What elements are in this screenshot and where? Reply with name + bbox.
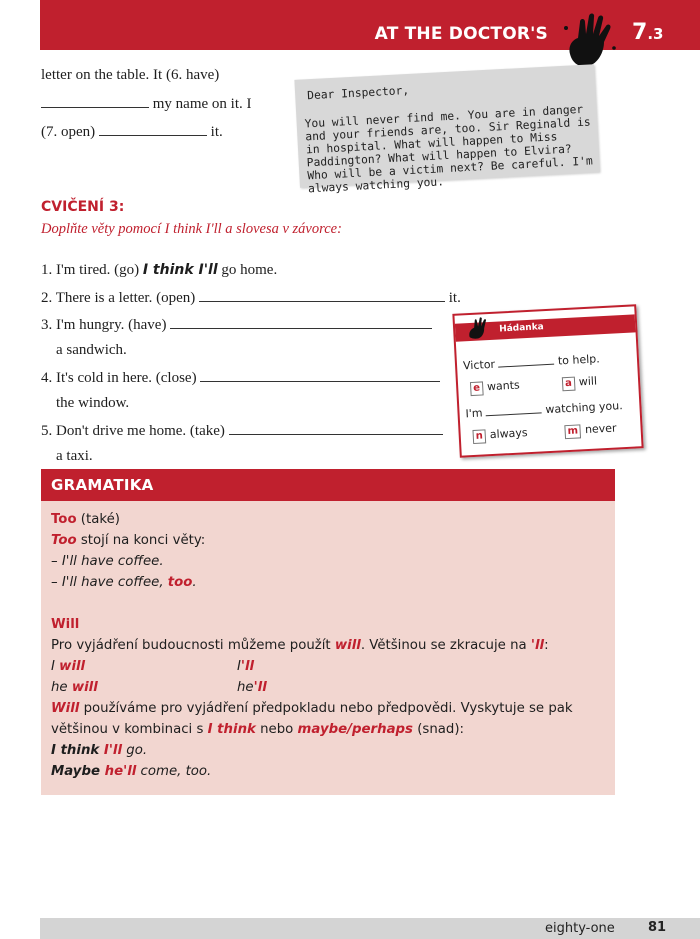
grammar-will-rule: Pro vyjádření budoucnosti můžeme použít will. Většinou se zkracuje na 'll: (51, 638, 549, 653)
prev-exercise-line-2: my name on it. I (41, 95, 251, 113)
grammar-conj-i-ll: I'll (237, 659, 255, 674)
handprint-icon (560, 8, 624, 72)
grammar-will-usage: Will používáme pro vyjádření předpokladu nebo předpovědi. Vyskytuje se pak (51, 701, 573, 716)
grammar-too-example-1: – I'll have coffee. (51, 554, 164, 569)
grammar-too-heading: Too (také) (51, 512, 120, 527)
riddle-option-a[interactable]: a will (562, 374, 598, 391)
riddle-blank-1[interactable] (498, 355, 554, 368)
unit-number: 7.3 (632, 20, 664, 45)
exercise-instruction: Doplňte věty pomocí I think I'll a slovesa v závorce: (41, 221, 342, 237)
answer-blank-6[interactable] (41, 95, 149, 108)
page-number-words: eighty-one (545, 921, 615, 936)
answer-blank-7[interactable] (99, 123, 207, 136)
chapter-title: AT THE DOCTOR'S (374, 24, 548, 44)
exercise-item-5: 5. Don't drive me home. (take) (41, 422, 443, 440)
prev-exercise-line-1: letter on the table. It (6. have) (41, 67, 220, 83)
example-answer: I think I'll (142, 262, 218, 278)
riddle-line-2: I'm watching you. (465, 399, 624, 421)
riddle-option-e[interactable]: e wants (470, 378, 520, 396)
exercise-item-1: 1. I'm tired. (go) I think I'll go home. (41, 262, 278, 278)
exercise-item-3: 3. I'm hungry. (have) (41, 316, 432, 334)
riddle-option-n[interactable]: n always (472, 426, 528, 444)
grammar-conj-he-ll: he'll (237, 680, 267, 695)
letter-greeting: Dear Inspector, (306, 83, 410, 103)
grammar-title: GRAMATIKA (51, 476, 154, 494)
letter-body: You will never find me. You are in danger and your friends are, too. Sir Reginald is in hospital. What will happen to Miss Paddington? What will happen to Elvira? Who will be a victim next? Be careful. I'm always watching you. (304, 102, 594, 196)
riddle-blank-2[interactable] (486, 403, 542, 416)
grammar-example-sentence-1: I think I'll go. (51, 743, 148, 758)
exercise-item-3-cont: a sandwich. (56, 342, 127, 358)
grammar-will-usage-2: většinou v kombinaci s I think nebo maybe/perhaps (snad): (51, 722, 465, 737)
exercise-title: CVIČENÍ 3: (41, 199, 125, 215)
grammar-too-example-2: – I'll have coffee, too. (51, 575, 197, 590)
prev-exercise-line-3: (7. open) it. (41, 124, 223, 140)
grammar-conj-i-will: I will (51, 659, 86, 674)
grammar-example-sentence-2: Maybe he'll come, too. (51, 764, 212, 779)
answer-blank-5[interactable] (229, 422, 443, 435)
answer-blank-4[interactable] (200, 369, 440, 382)
grammar-too-rule: Too stojí na konci věty: (51, 533, 206, 548)
exercise-item-4: 4. It's cold in here. (close) (41, 369, 440, 387)
riddle-title: Hádanka (498, 322, 545, 335)
small-handprint-icon (465, 316, 492, 341)
grammar-will-heading: Will (51, 617, 80, 632)
inspector-letter-card (294, 64, 599, 196)
grammar-header (41, 469, 615, 501)
grammar-conj-he-will: he will (51, 680, 98, 695)
page-number: 81 (648, 920, 667, 935)
exercise-item-2: 2. There is a letter. (open) it. (41, 290, 461, 306)
riddle-card (452, 304, 643, 457)
riddle-option-m[interactable]: m never (564, 421, 617, 439)
answer-blank-2[interactable] (199, 289, 445, 302)
answer-blank-3[interactable] (170, 316, 432, 329)
riddle-line-1: Victor to help. (462, 352, 601, 373)
exercise-item-5-cont: a taxi. (56, 448, 93, 464)
exercise-item-4-cont: the window. (56, 395, 130, 411)
riddle-header (455, 314, 636, 341)
